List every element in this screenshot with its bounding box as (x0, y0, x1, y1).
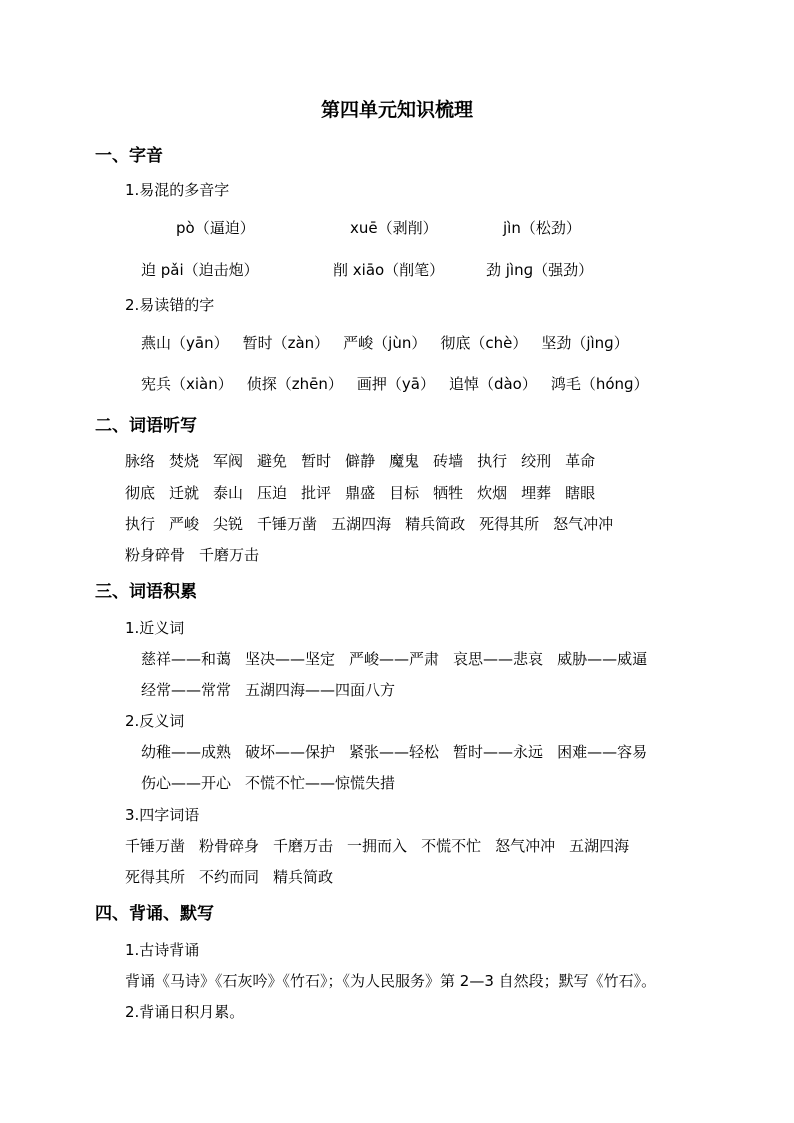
misread-item: 燕山（yān） (141, 334, 229, 352)
misread-item: 严峻（jùn） (343, 334, 427, 352)
dictation-row (125, 548, 259, 563)
section-heading-dictation: 二、词语听写 (95, 416, 197, 436)
word-item: 五湖四海 (331, 515, 392, 533)
word-item: 炊烟 (477, 484, 508, 502)
section-heading-pronunciation: 一、字音 (95, 146, 163, 166)
synonym-item: 严峻——严肃 (349, 650, 440, 668)
polyphonic-item: 削 xiāo（削笔） (333, 261, 445, 279)
polyphonic-item: xuē（剥削） (350, 219, 438, 237)
word-item: 严峻 (169, 515, 200, 533)
word-item: 鼎盛 (345, 484, 376, 502)
synonym-item: 威胁——威逼 (557, 650, 648, 668)
word-item: 革命 (565, 452, 596, 470)
antonym-item: 不慌不忙——惊慌失措 (245, 774, 396, 792)
idiom-item: 不慌不忙 (421, 837, 482, 855)
polyphonic-item: 迫 pǎi（迫击炮） (141, 261, 259, 279)
word-item: 压迫 (257, 484, 288, 502)
word-item: 千锤万凿 (257, 515, 318, 533)
word-item: 目标 (389, 484, 420, 502)
word-item: 执行 (125, 515, 156, 533)
polyphonic-item: 劲 jìnɡ（强劲） (486, 261, 594, 279)
word-item: 死得其所 (479, 515, 540, 533)
subheading-misread: 2.易读错的字 (125, 296, 215, 314)
word-item: 魔鬼 (389, 452, 420, 470)
misread-item: 彻底（chè） (440, 334, 528, 352)
idiom-item: 不约而同 (199, 868, 260, 886)
idiom-item: 死得其所 (125, 868, 186, 886)
recitation-text: 背诵《马诗》《石灰吟》《竹石》；《为人民服务》第 2—3 自然段；默写《竹石》。 (125, 972, 657, 990)
idiom-item: 怒气冲冲 (495, 837, 556, 855)
misread-row (141, 377, 649, 392)
subheading-four-char-idioms: 3.四字词语 (125, 806, 200, 824)
misread-item: 追悼（dào） (448, 375, 537, 393)
antonym-row (141, 745, 647, 760)
synonym-item: 哀思——悲哀 (453, 650, 544, 668)
misread-item: 暂时（zàn） (242, 334, 330, 352)
word-item: 暂时 (301, 452, 332, 470)
synonym-row (141, 652, 647, 667)
word-item: 瞎眼 (565, 484, 596, 502)
idiom-item: 千磨万击 (273, 837, 334, 855)
idiom-row (125, 870, 333, 885)
subheading-antonyms: 2.反义词 (125, 712, 185, 730)
antonym-item: 破坏——保护 (245, 743, 336, 761)
misread-item: 侦探（zhēn） (246, 375, 343, 393)
synonym-row (141, 683, 395, 698)
antonym-item: 伤心——开心 (141, 774, 232, 792)
synonym-item: 坚决——坚定 (245, 650, 336, 668)
word-item: 尖锐 (213, 515, 244, 533)
antonym-item: 紧张——轻松 (349, 743, 440, 761)
idiom-item: 千锤万凿 (125, 837, 186, 855)
word-item: 脉络 (125, 452, 156, 470)
idiom-row (125, 839, 629, 854)
word-item: 精兵简政 (405, 515, 466, 533)
word-item: 千磨万击 (199, 546, 260, 564)
antonym-item: 暂时——永远 (453, 743, 544, 761)
section-heading-recitation: 四、背诵、默写 (95, 904, 214, 924)
misread-row (141, 336, 629, 351)
dictation-row (125, 454, 595, 469)
word-item: 彻底 (125, 484, 156, 502)
polyphonic-item: jìn（松劲） (503, 219, 581, 237)
idiom-item: 精兵简政 (273, 868, 334, 886)
word-item: 执行 (477, 452, 508, 470)
dictation-row (125, 517, 613, 532)
word-item: 泰山 (213, 484, 244, 502)
polyphonic-item: pò（逼迫） (176, 219, 255, 237)
word-item: 砖墙 (433, 452, 464, 470)
misread-item: 鸿毛（hónɡ） (550, 375, 649, 393)
idiom-item: 一拥而入 (347, 837, 408, 855)
subheading-synonyms: 1.近义词 (125, 619, 185, 637)
word-item: 粉身碎骨 (125, 546, 186, 564)
antonym-row (141, 776, 395, 791)
synonym-item: 慈祥——和蔼 (141, 650, 232, 668)
misread-item: 画押（yā） (356, 375, 435, 393)
subheading-polyphonic: 1.易混的多音字 (125, 181, 230, 199)
misread-item: 坚劲（jìnɡ） (541, 334, 629, 352)
word-item: 僻静 (345, 452, 376, 470)
idiom-item: 五湖四海 (569, 837, 630, 855)
page-title: 第四单元知识梳理 (320, 99, 473, 121)
word-item: 怒气冲冲 (553, 515, 614, 533)
section-heading-vocabulary: 三、词语积累 (95, 582, 197, 602)
misread-item: 宪兵（xiàn） (141, 375, 233, 393)
word-item: 绞刑 (521, 452, 552, 470)
word-item: 焚烧 (169, 452, 200, 470)
subheading-poem-recitation: 1.古诗背诵 (125, 941, 200, 959)
antonym-item: 困难——容易 (557, 743, 648, 761)
synonym-item: 经常——常常 (141, 681, 232, 699)
synonym-item: 五湖四海——四面八方 (245, 681, 396, 699)
antonym-item: 幼稚——成熟 (141, 743, 232, 761)
word-item: 迁就 (169, 484, 200, 502)
word-item: 避免 (257, 452, 288, 470)
word-item: 牺牲 (433, 484, 464, 502)
word-item: 埋葬 (521, 484, 552, 502)
word-item: 批评 (301, 484, 332, 502)
dictation-row (125, 486, 595, 501)
word-item: 军阀 (213, 452, 244, 470)
subheading-daily-accumulation: 2.背诵日积月累。 (125, 1003, 245, 1021)
idiom-item: 粉骨碎身 (199, 837, 260, 855)
